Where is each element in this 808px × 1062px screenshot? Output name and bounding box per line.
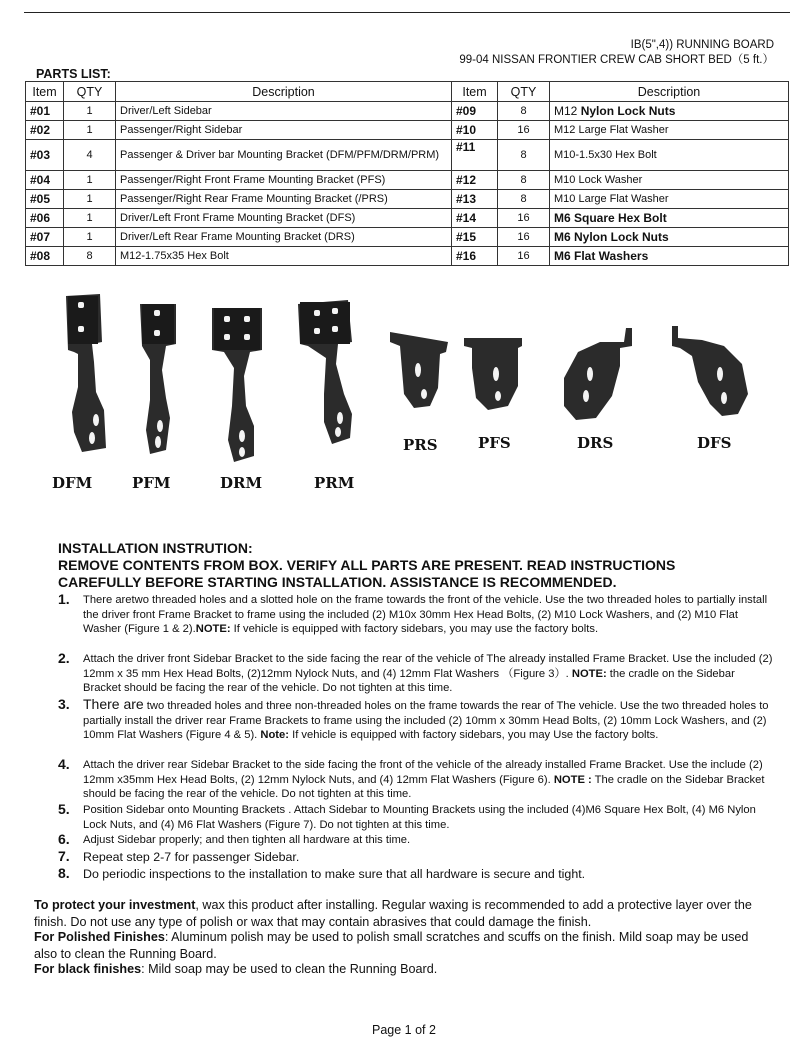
step-note-label: Note: [260, 729, 289, 742]
desc-main: Nylon Lock Nuts [580, 103, 676, 118]
col-qty: QTY [498, 82, 550, 102]
step-text: Do periodic inspections to the installation to make sure that all hardware is secure and tight. [83, 867, 586, 881]
item-description: M10 Large Flat Washer [550, 190, 789, 209]
parts-list-title: PARTS LIST: [36, 67, 111, 81]
step-number: 7. [58, 848, 70, 864]
item-description: Driver/Left Rear Frame Mounting Bracket (DRS) [116, 228, 452, 247]
item-number: #03 [26, 140, 64, 171]
item-number: #04 [26, 171, 64, 190]
col-description: Description [116, 82, 452, 102]
item-number: #05 [26, 190, 64, 209]
item-number: #02 [26, 121, 64, 140]
step-text-part: The cradle on the Sidebar Bracket should be facing the rear of the vehicle. Do not tighten at this time. [83, 773, 765, 801]
care-text: , wax this product after installing. Regular waxing is recommended to add a protective layer over the finish. Do not use any type of polish or wax that may contain abrasives that could damage the finish. [34, 898, 752, 929]
care-label: For black finishes [34, 962, 142, 976]
item-description: M6 Nylon Lock Nuts [550, 228, 789, 247]
step-4 [58, 757, 774, 803]
table-row [26, 247, 789, 266]
item-qty: 16 [498, 121, 550, 140]
item-qty: 8 [64, 247, 116, 266]
step-number: 6. [58, 831, 70, 847]
step-text [83, 697, 774, 743]
item-number: #07 [26, 228, 64, 247]
table-row [26, 190, 789, 209]
step-number: 5. [58, 801, 70, 817]
item-number: #01 [26, 102, 64, 121]
label-dfm: DFM [52, 474, 93, 492]
item-description: M10-1.5x30 Hex Bolt [550, 140, 789, 171]
step-6 [58, 832, 774, 850]
step-text-part: If vehicle is equipped with factory sidebars, you may use the factory bolts. [230, 623, 599, 636]
item-number: #11 [452, 140, 498, 171]
installation-warning-1: REMOVE CONTENTS FROM BOX. VERIFY ALL PARTS ARE PRESENT. READ INSTRUCTIONS [58, 557, 676, 573]
step-number: 4. [58, 756, 70, 772]
table-row [26, 209, 789, 228]
installation-warning-2: CAREFULLY BEFORE STARTING INSTALLATION. ASSISTANCE IS RECOMMENDED. [58, 574, 617, 590]
step-text: Adjust Sidebar properly; and then tighten all hardware at this time. [83, 834, 411, 846]
step-text-part: the cradle on the Sidebar Bracket should be facing the rear of the vehicle. Do not tighten at this time. [83, 667, 735, 695]
care-label: For Polished Finishes [34, 930, 165, 944]
header-vehicle: 99-04 NISSAN FRONTIER CREW CAB SHORT BED（5 ft.） [459, 54, 774, 66]
item-qty: 1 [64, 209, 116, 228]
pfm-bracket-image [136, 300, 184, 460]
label-pfm: PFM [132, 474, 171, 492]
top-rule [24, 12, 790, 13]
step-5 [58, 802, 774, 834]
care-black [34, 961, 774, 978]
item-number: #09 [452, 102, 498, 121]
step-1 [58, 592, 774, 652]
desc-prefix: M12 [554, 103, 581, 118]
pfs-bracket-image [462, 336, 526, 412]
label-dfs: DFS [697, 434, 732, 452]
item-description [550, 102, 789, 121]
item-qty: 16 [498, 228, 550, 247]
step-8 [58, 866, 774, 884]
step-7 [58, 849, 774, 867]
item-number: #06 [26, 209, 64, 228]
step-number: 2. [58, 650, 70, 666]
item-number: #13 [452, 190, 498, 209]
col-description: Description [550, 82, 789, 102]
item-description: Passenger/Right Rear Frame Mounting Bracket (/PRS) [116, 190, 452, 209]
step-text [83, 652, 774, 696]
step-text-part: There are [83, 696, 144, 712]
table-row [26, 102, 789, 121]
label-prm: PRM [314, 474, 355, 492]
care-label: To protect your investment [34, 898, 196, 912]
step-number: 1. [58, 591, 70, 607]
drm-bracket-image [210, 306, 266, 466]
item-qty: 1 [64, 190, 116, 209]
item-number: #16 [452, 247, 498, 266]
care-text: : Aluminum polish may be used to polish small scratches and scuffs on the finish. Mild soap may be used also to clean the Running Board. [34, 930, 749, 961]
step-text-part: Attach the driver rear Sidebar Bracket to the side facing the front of the vehicle of the already installed Frame Bracket. Use the include (2) 12mm x35mm Hex Head Bolts, (2) 12mm Nylock Nuts, and (4) 12mm Flat Washers (Figure 6). [83, 759, 763, 786]
label-drs: DRS [577, 434, 614, 452]
step-text: Position Sidebar onto Mounting Brackets . Attach Sidebar to Mounting Brackets using the included (4)M6 Square Hex Bolt, (4) M6 Nylon Lock Nuts, and (4) M6 Flat Washers (Figure 7). Do not tighten at this time. [83, 804, 756, 831]
care-polished [34, 929, 774, 963]
step-text-part: Attach the driver front Sidebar Bracket to the side facing the rear of the vehicle of The already installed Frame Bracket. Use the included (2) 12mm x 35 mm Hex Head Bolts, (2)12mm Nylock Nuts, and (4) 12mm Flat Washers （Figure 3）. [83, 653, 773, 680]
step-2 [58, 651, 774, 697]
prm-bracket-image [296, 298, 358, 448]
item-description: M12-1.75x35 Hex Bolt [116, 247, 452, 266]
item-qty: 4 [64, 140, 116, 171]
step-text [83, 593, 774, 637]
item-number: #12 [452, 171, 498, 190]
item-qty: 8 [498, 190, 550, 209]
table-row [26, 228, 789, 247]
item-qty: 1 [64, 102, 116, 121]
care-protect [34, 897, 774, 931]
item-description: Passenger/Right Front Frame Mounting Bracket (PFS) [116, 171, 452, 190]
step-text [83, 758, 774, 802]
item-number: #10 [452, 121, 498, 140]
step-number: 3. [58, 696, 70, 712]
step-text-part: There aretwo threaded holes and a slotted hole on the frame towards the front of the vehicle. Use the two threaded holes to partially install the driver front Frame Bracket to frame using the included (2) M10x 30mm Hex Head Bolts, (2) M10 Lock Washers, and (2) M10 Flat Washer (Figure 1 & 2). [83, 594, 768, 636]
step-text-part: If vehicle is equipped with factory sidebars, you may Use the factory bolts. [288, 729, 659, 742]
item-description: M6 Flat Washers [550, 247, 789, 266]
table-row [26, 140, 789, 171]
item-qty: 1 [64, 121, 116, 140]
item-number: #08 [26, 247, 64, 266]
item-description: M10 Lock Washer [550, 171, 789, 190]
item-description: Driver/Left Sidebar [116, 102, 452, 121]
item-description: Driver/Left Front Frame Mounting Bracket (DFS) [116, 209, 452, 228]
dfm-bracket-image [62, 292, 110, 460]
item-description: Passenger & Driver bar Mounting Bracket (DFM/PFM/DRM/PRM) [116, 140, 452, 171]
header-title: IB(5",4)) RUNNING BOARD [630, 39, 774, 51]
step-note-label: NOTE: [195, 623, 231, 636]
installation-title [58, 540, 675, 591]
item-description: M6 Square Hex Bolt [550, 209, 789, 228]
table-row [26, 171, 789, 190]
col-item: Item [26, 82, 64, 102]
item-qty: 8 [498, 171, 550, 190]
table-row [26, 121, 789, 140]
step-note-label: NOTE: [571, 667, 607, 680]
item-qty: 8 [498, 102, 550, 121]
parts-table-header [26, 82, 789, 102]
step-number: 8. [58, 865, 70, 881]
care-text: : Mild soap may be used to clean the Running Board. [141, 962, 438, 976]
drs-bracket-image [560, 326, 642, 422]
item-qty: 16 [498, 247, 550, 266]
step-text: Repeat step 2-7 for passenger Sidebar. [83, 850, 300, 864]
item-description: Passenger/Right Sidebar [116, 121, 452, 140]
col-item: Item [452, 82, 498, 102]
prs-bracket-image [388, 330, 454, 410]
item-qty: 8 [498, 140, 550, 171]
item-description: M12 Large Flat Washer [550, 121, 789, 140]
item-qty: 16 [498, 209, 550, 228]
item-qty: 1 [64, 228, 116, 247]
step-3 [58, 697, 774, 757]
item-number: #15 [452, 228, 498, 247]
page-number: Page 1 of 2 [372, 1023, 436, 1037]
col-qty: QTY [64, 82, 116, 102]
parts-table [25, 81, 789, 266]
label-drm: DRM [220, 474, 263, 492]
dfs-bracket-image [668, 324, 750, 420]
item-number: #14 [452, 209, 498, 228]
label-pfs: PFS [478, 434, 511, 452]
step-note-label: NOTE : [553, 773, 592, 786]
step-text-part: two threaded holes and three non-threaded holes on the frame towards the rear of The vehicle. Use the two threaded holes to partially install the driver rear Frame Brackets to frame using the included (2) 10mm x 30mm Head Bolts, (2) 10mm Lock Washers, and (2) 10mm Flat Washers (Figure 4 & 5). [83, 700, 769, 742]
item-qty: 1 [64, 171, 116, 190]
installation-heading: INSTALLATION INSTRUTION: [58, 540, 253, 556]
label-prs: PRS [403, 436, 438, 454]
